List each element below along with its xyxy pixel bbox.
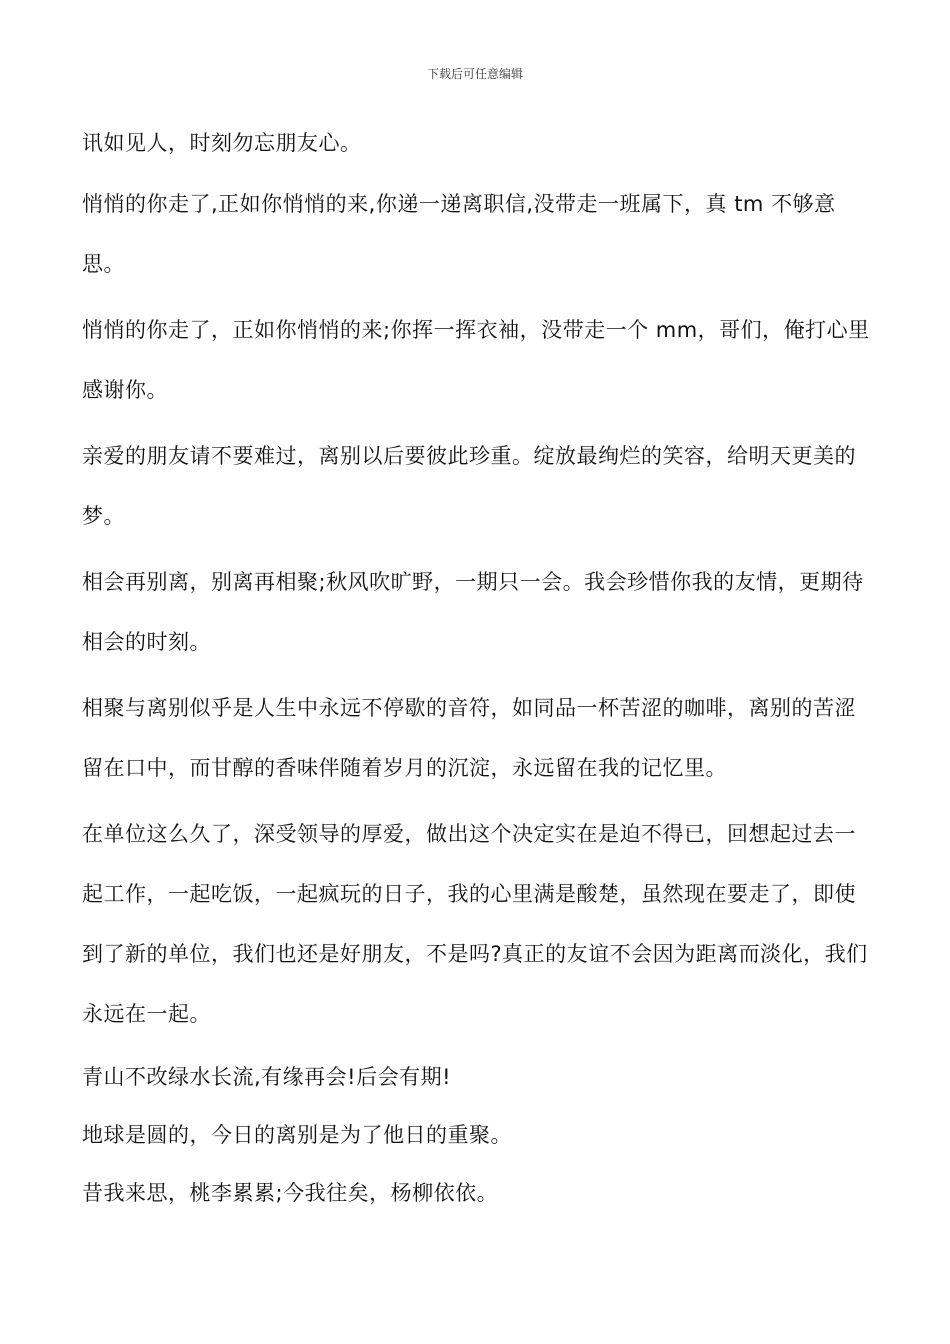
paragraph: 悄悄的你走了,正如你悄悄的来,你递一递离职信,没带走一班属下，真 tm 不够意思。 <box>82 192 836 276</box>
paragraph: 青山不改绿水长流,有缘再会!后会有期! <box>82 1065 452 1089</box>
paragraph: 讯如见人，时刻勿忘朋友心。 <box>82 131 362 155</box>
paragraph: 地球是圆的，今日的离别是为了他日的重聚。 <box>82 1123 512 1147</box>
paragraph: 昔我来思，桃李累累;今我往矣，杨柳依依。 <box>82 1181 499 1205</box>
paragraph: 在单位这么久了，深受领导的厚爱，做出这个决定实在是迫不得已，回想起过去一起工作，一起吃饭，一起疯玩的日子，我的心里满是酸楚，虽然现在要走了，即使到了新的单位，我们也还是好朋友，不是吗?真正的友谊不会因为距离而淡化，我们永远在一起。 <box>82 822 868 1026</box>
paragraph: 相会再别离，别离再相聚;秋风吹旷野，一期只一会。我会珍惜你我的友情，更期待相会的时刻。 <box>82 570 864 654</box>
document-body <box>82 116 872 1224</box>
paragraph: 悄悄的你走了，正如你悄悄的来;你挥一挥衣袖，没带走一个 mm，哥们，俺打心里感谢你。 <box>82 318 870 402</box>
paragraph: 亲爱的朋友请不要难过，离别以后要彼此珍重。绽放最绚烂的笑容，给明天更美的梦。 <box>82 444 856 528</box>
page-header-note: 下载后可任意编辑 <box>426 67 523 81</box>
paragraph: 相聚与离别似乎是人生中永远不停歇的音符，如同品一杯苦涩的咖啡，离别的苦涩留在口中，而甘醇的香味伴随着岁月的沉淀，永远留在我的记忆里。 <box>82 696 856 780</box>
